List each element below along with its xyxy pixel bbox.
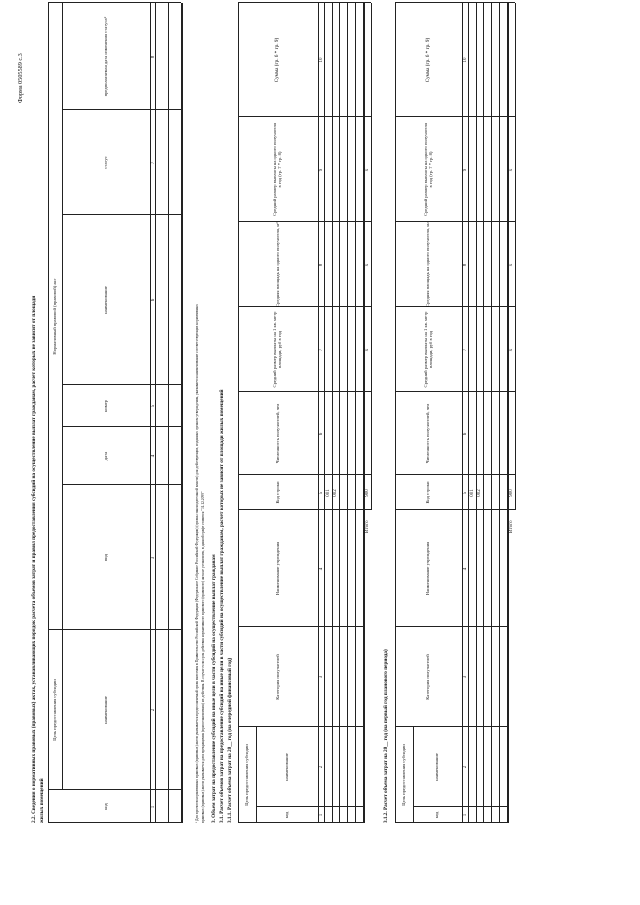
col-data: дата (102, 451, 108, 461)
col-avg-payment: Средний размер выплаты на 1 кв. метр площади, руб в год (422, 311, 433, 388)
col-avg-area-text: Средняя площадь на одного получателя, м (425, 223, 431, 307)
col-institution: Наименование учреждения (274, 541, 280, 596)
footnote-1: ¹ Для проектов нормативных правовых (правовых) актов указывается предполагаемый орган внесения в Правительство Российской Федерации (Федеральное Собрание Российской Федерации) (органы законодательной власти) для действующих, изданных органом утверждения, указывается наименование соответствующих нормативных (195, 304, 199, 823)
col-goal-name: наименование (434, 753, 440, 781)
col-category: Категория получателей (274, 654, 280, 700)
col-number: 5 (463, 491, 468, 495)
col-number: 5 (319, 491, 324, 495)
row-code: 001 (470, 489, 475, 497)
col-institution: Наименование учреждения (425, 541, 431, 596)
col-goal-group: Цель предоставления субсидии (400, 744, 406, 806)
col-avg-recipient: Средний размер выплаты на одного получателя в год (гр. 7 * гр. 8) (422, 123, 433, 216)
col-number: 1 (463, 813, 468, 817)
section-2-2-title-line1: 2.2. Сведения о нормативных правовых (правовых) актах, устанавливающих порядок расчета объемов затрат и правил предоставления субсидий на осуществление выплат гражданам, расчет которых не зависит от площади (31, 295, 37, 823)
col-vid: вид (102, 554, 108, 561)
col-goal-name: наименование (102, 696, 108, 724)
section-3-1-2-heading: 3.1.2. Расчет объема затрат на 20__ год (на первый год планового периода) (383, 649, 389, 823)
footnote-2: правовых (правовых) актов указывается дата прекращения (приостановления) их действия. В случае если срок действия нормативного правового (правового) акта не установлен, в данной графе ставится "31.12.2099" (201, 491, 205, 823)
col-number: 4 (319, 567, 324, 571)
col-number: 8 (151, 55, 156, 59)
col-goal-name: наименование (283, 753, 289, 781)
section-3-1-heading: 3.1. Расчет объемов затрат на предоставление субсидий на иные цели в части субсидий на осуществление выплат гражданам, расчет которых не зависит от площади жилых помещений (219, 389, 225, 823)
col-status: статус (102, 156, 108, 169)
col-kod: код (434, 811, 440, 819)
col-number: 7 (319, 348, 324, 352)
col-avg-area-sup: 2 (275, 222, 280, 224)
form-label: Форма 0505589 с.3 (17, 53, 24, 103)
row-code: 002 (477, 489, 482, 497)
col-act-group: Нормативный правовой (правовой) акт (51, 278, 57, 355)
col-avg-payment: Средний размер выплаты на 1 кв. метр площади, руб в год (272, 311, 282, 388)
col-goal-group: Цель предоставления субсидии (243, 744, 249, 806)
row-code: 001 (326, 489, 331, 497)
section-3-heading: 3. Объем затрат на предоставление субсидий на иные цели в части субсидий на осуществление выплат гражданам (211, 554, 217, 823)
col-number: 1 (151, 805, 156, 809)
total-row-code: 900 (509, 489, 514, 497)
col-sum: Сумма (гр. 6 * гр. 9) (424, 37, 431, 83)
col-number: 2 (319, 765, 324, 769)
section-2-2-title-line2: жилых помещений (39, 778, 45, 823)
col-number: 1 (319, 813, 324, 817)
total-label: Итого (509, 520, 514, 533)
col-number: 9 (319, 168, 324, 172)
col-date-status-text: предполагаемая дата изменения статуса (102, 18, 108, 97)
col-number: 2 (151, 708, 156, 712)
col-count: Численность получателей, чел (274, 403, 280, 464)
col-number: 3 (463, 675, 468, 679)
col-number: 2 (463, 765, 468, 769)
x-mark: x (365, 348, 370, 352)
total-label: Итого (365, 520, 370, 533)
col-number: 6 (463, 432, 468, 436)
col-number: 8 (463, 263, 468, 267)
col-sum: Сумма (гр. 6 * гр. 9) (274, 37, 281, 83)
x-mark: x (365, 263, 370, 267)
col-avg-area-sup: 2 (425, 222, 430, 224)
col-number: 8 (319, 263, 324, 267)
col-number: 4 (463, 567, 468, 571)
col-date-status (62, 3, 150, 110)
x-mark: x (509, 263, 514, 267)
col-number: 6 (319, 432, 324, 436)
row-code: 002 (333, 489, 338, 497)
col-act-name: наименование (102, 286, 108, 314)
col-number: 9 (463, 168, 468, 172)
x-mark: x (365, 168, 370, 172)
col-avg-recipient: Средний размер выплаты на одного получателя в год (гр. 7 * гр. 8) (272, 123, 282, 216)
col-row-code: Код строки (425, 481, 431, 504)
col-kod: код (283, 811, 289, 819)
col-goal-group: Цель предоставления субсидии (51, 679, 57, 741)
col-kod: код (102, 803, 108, 810)
col-number: 10 (319, 57, 324, 63)
col-number: 4 (151, 454, 156, 458)
col-number: 7 (151, 161, 156, 165)
x-mark: x (509, 348, 514, 352)
col-nomer: номер (102, 400, 108, 412)
col-avg-area (238, 222, 318, 307)
col-avg-area-text: Средняя площадь на одного получателя, м (274, 223, 280, 307)
col-number: 10 (463, 57, 468, 63)
section-3-1-1-heading: 3.1.1. Расчет объема затрат на 20__ год (на очередной финансовый год) (227, 657, 233, 823)
col-count: Численность получателей, чел (425, 403, 431, 464)
col-date-status-sup: 2 (103, 16, 108, 19)
col-number: 3 (319, 675, 324, 679)
x-mark: x (509, 168, 514, 172)
col-avg-area (395, 222, 462, 307)
col-number: 3 (151, 556, 156, 560)
total-row-code: 900 (365, 489, 370, 497)
col-row-code: Код строки (274, 481, 280, 504)
col-number: 7 (463, 348, 468, 352)
col-category: Категория получателей (425, 654, 431, 700)
col-number: 5 (151, 404, 156, 408)
col-number: 6 (151, 298, 156, 302)
